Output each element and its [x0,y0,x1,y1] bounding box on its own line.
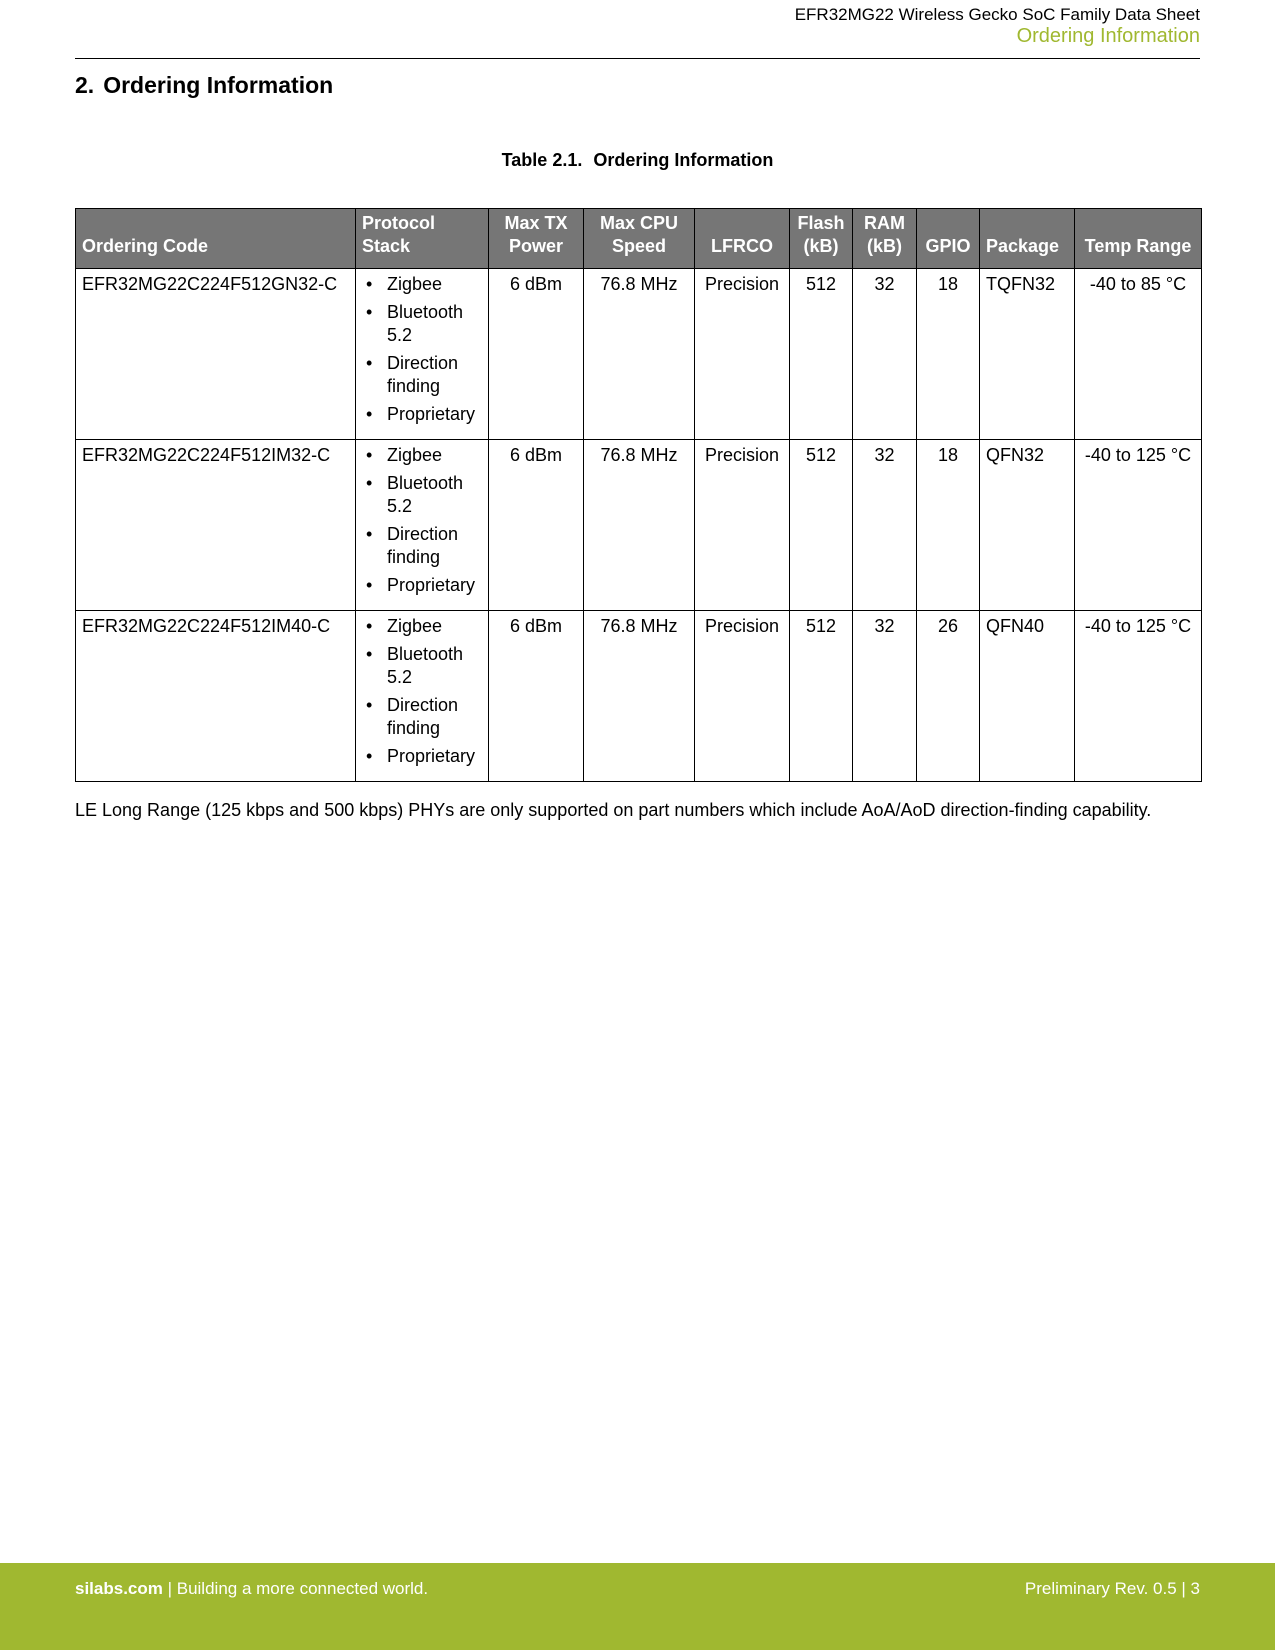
flash-cell: 512 [790,440,853,611]
col-header-gpio: GPIO [917,209,980,269]
footer-site-link[interactable]: silabs.com [75,1579,163,1598]
flash-cell: 512 [790,611,853,782]
table-footnote: LE Long Range (125 kbps and 500 kbps) PHYs are only supported on part numbers which include AoA/AoD direction-finding capability. [75,800,1152,820]
gpio-cell: 18 [917,440,980,611]
protocol-item: • Proprietary [366,404,476,424]
max-cpu-speed-cell: 76.8 MHz [584,269,695,440]
gpio-cell: 26 [917,611,980,782]
col-header-max-cpu-speed: Max CPU Speed [584,209,695,269]
max-tx-power-cell: 6 dBm [489,269,584,440]
page-footer [0,1563,1275,1650]
col-header-protocol-stack: Protocol Stack [356,209,489,269]
footer-tagline: | Building a more connected world. [162,1579,429,1598]
max-cpu-speed-cell: 76.8 MHz [584,440,695,611]
col-header-lfrco: LFRCO [695,209,790,269]
protocol-item: • Direction finding [366,353,459,396]
protocol-item: • Proprietary [366,746,476,766]
header-section-name: Ordering Information [1016,25,1200,47]
protocol-list [362,273,482,426]
table-row [76,611,1202,782]
protocol-item: • Bluetooth 5.2 [366,473,464,516]
protocol-item: • Bluetooth 5.2 [366,302,464,345]
doc-title: EFR32MG22 Wireless Gecko SoC Family Data Sheet [794,5,1200,24]
table-caption [75,150,1200,171]
ram-cell: 32 [853,269,917,440]
package-cell: QFN32 [980,440,1075,611]
max-tx-power-cell: 6 dBm [489,611,584,782]
table-caption-label: Table 2.1. [501,150,583,170]
ordering-code-cell: EFR32MG22C224F512IM40-C [76,611,356,782]
lfrco-cell: Precision [695,440,790,611]
table-header-row [76,209,1202,269]
col-header-temp-range: Temp Range [1075,209,1202,269]
protocol-stack-cell [356,611,489,782]
flash-cell: 512 [790,269,853,440]
temp-range-cell: -40 to 85 °C [1075,269,1202,440]
col-header-ordering-code: Ordering Code [76,209,356,269]
protocol-item: • Zigbee [366,616,443,636]
ordering-code-cell: EFR32MG22C224F512GN32-C [76,269,356,440]
table-row [76,440,1202,611]
lfrco-cell: Precision [695,269,790,440]
max-tx-power-cell: 6 dBm [489,440,584,611]
protocol-stack-cell [356,440,489,611]
protocol-item: • Zigbee [366,445,443,465]
table-caption-title: Ordering Information [593,150,774,170]
protocol-list [362,615,482,768]
page-header [75,0,1200,59]
package-cell: QFN40 [980,611,1075,782]
col-header-max-tx-power: Max TX Power [489,209,584,269]
temp-range-cell: -40 to 125 °C [1075,611,1202,782]
footer-revision: Preliminary Rev. 0.5 | 3 [1024,1579,1200,1598]
section-number: 2. [75,72,95,98]
gpio-cell: 18 [917,269,980,440]
temp-range-cell: -40 to 125 °C [1075,440,1202,611]
protocol-list [362,444,482,597]
protocol-item: • Direction finding [366,695,459,738]
protocol-item: • Direction finding [366,524,459,567]
protocol-stack-cell [356,269,489,440]
package-cell: TQFN32 [980,269,1075,440]
ordering-table [75,208,1202,782]
ram-cell: 32 [853,611,917,782]
lfrco-cell: Precision [695,611,790,782]
col-header-flash: Flash (kB) [790,209,853,269]
section-title-text: Ordering Information [103,72,334,98]
section-title [75,72,333,99]
max-cpu-speed-cell: 76.8 MHz [584,611,695,782]
ordering-code-cell: EFR32MG22C224F512IM32-C [76,440,356,611]
col-header-package: Package [980,209,1075,269]
table-row [76,269,1202,440]
protocol-item: • Proprietary [366,575,476,595]
protocol-item: • Bluetooth 5.2 [366,644,464,687]
footer-left [75,1579,428,1599]
ram-cell: 32 [853,440,917,611]
protocol-item: • Zigbee [366,274,443,294]
col-header-ram: RAM (kB) [853,209,917,269]
